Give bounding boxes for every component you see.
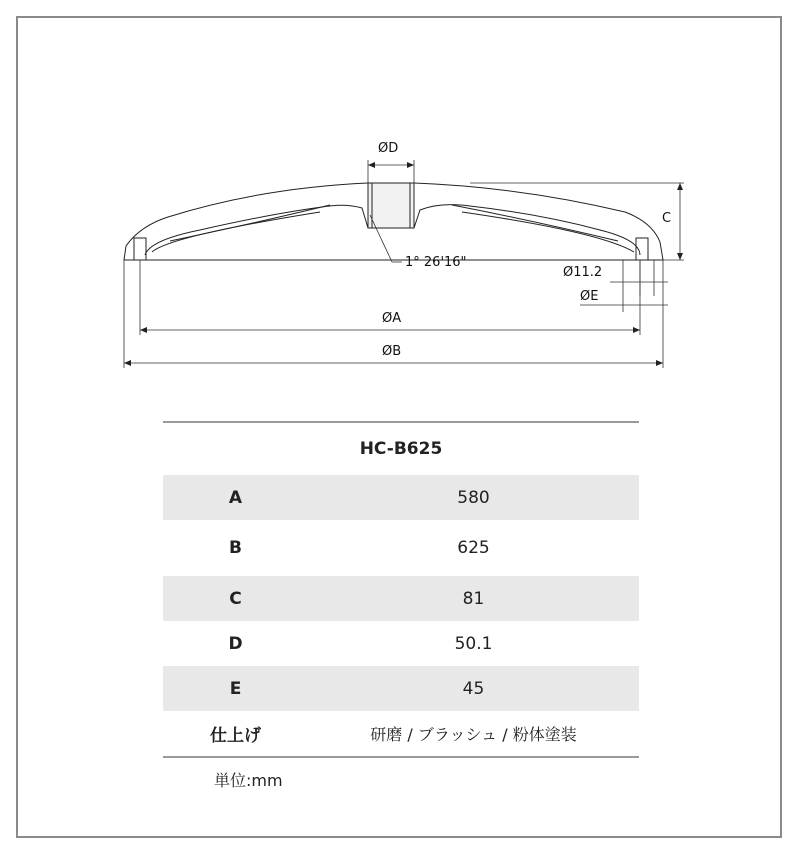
label-e: ØE bbox=[580, 289, 599, 304]
row-key: B bbox=[229, 538, 242, 558]
row-key: C bbox=[229, 588, 242, 609]
label-d: ØD bbox=[378, 141, 399, 156]
row-value: 580 bbox=[457, 487, 490, 508]
row-value: 625 bbox=[457, 538, 490, 558]
model-title: HC-B625 bbox=[359, 439, 443, 459]
handle-inner-profile bbox=[145, 205, 368, 255]
end-post-left bbox=[134, 238, 146, 260]
table-row bbox=[163, 621, 639, 666]
row-value: 50.1 bbox=[454, 633, 493, 654]
table-row bbox=[163, 666, 639, 711]
row-key: D bbox=[228, 633, 243, 654]
label-hole: Ø11.2 bbox=[563, 265, 603, 280]
row-key: E bbox=[229, 678, 242, 699]
row-value: 45 bbox=[462, 678, 485, 699]
row-key: A bbox=[228, 487, 243, 508]
label-b: ØB bbox=[382, 344, 402, 359]
row-value: 研磨 / ブラッシュ / 粉体塗装 bbox=[370, 725, 577, 744]
table-bottom-rule bbox=[163, 756, 639, 758]
technical-drawing bbox=[0, 0, 800, 400]
table-row bbox=[163, 520, 639, 576]
label-c: C bbox=[662, 211, 672, 226]
table-row bbox=[163, 576, 639, 621]
row-key: 仕上げ bbox=[210, 726, 261, 746]
center-boss bbox=[368, 183, 414, 228]
label-a: ØA bbox=[382, 311, 402, 326]
unit-note: 単位:mm bbox=[214, 771, 283, 790]
table-row bbox=[163, 711, 639, 756]
label-angle: 1° 26'16" bbox=[405, 255, 467, 270]
row-value: 81 bbox=[462, 588, 485, 609]
spec-table bbox=[163, 421, 639, 758]
table-row bbox=[163, 475, 639, 520]
